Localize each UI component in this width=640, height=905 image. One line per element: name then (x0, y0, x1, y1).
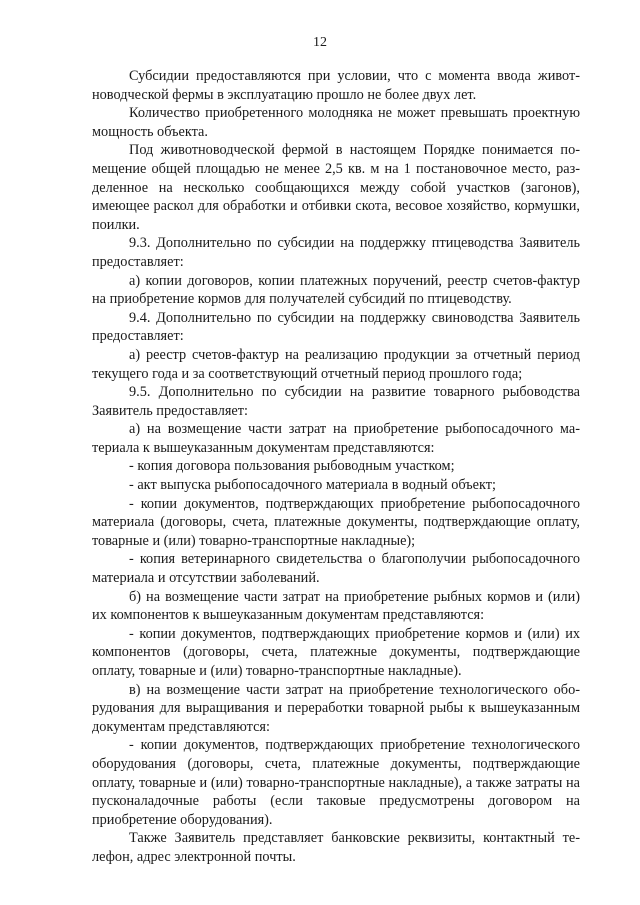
list-item-release-act: - акт выпуска рыбопосадочного материала в водный объект; (129, 477, 496, 494)
paragraph-9-4-a: а) реестр счетов-фактур на реализацию продукции за отчетный период текущего года и за соответствующий отчетный период прошлого года; (92, 346, 580, 382)
page-number: 12 (313, 35, 327, 50)
paragraph-9-5-a: а) на возмещение части затрат на приобретение рыбопосадочного материала к вышеуказанным документам представляются: (92, 421, 580, 456)
paragraph-subsidy-condition: Субсидии предоставляются при условии, что с момента ввода животноводческой фермы в эксплуатацию прошло не более двух лет. (92, 68, 580, 103)
paragraph-9-3-a: а) копии договоров, копии платежных поручений, реестр счетов-фактур на приобретение кормов для получателей субсидий по птицеводству. (92, 272, 580, 308)
list-item-fishery-contract: - копия договора пользования рыбоводным участком; (129, 458, 455, 475)
paragraph-9-5-heading: 9.5. Дополнительно по субсидии на развитие товарного рыбоводства Заявитель предоставляет: (92, 384, 580, 419)
list-item-feed-documents: - копии документов, подтверждающих приобретение кормов и (или) их компонентов (договоры, счета, платежные документы, подтверждающие оплату, товарные и (или) товарно-транспортные накладные). (92, 625, 580, 679)
list-item-purchase-documents: - копии документов, подтверждающих приобретение рыбопосадочного материала (договоры, счета, платежные документы, подтверждающие оплату, товарные и (или) товарно-транспортные накладные); (92, 495, 580, 549)
paragraph-bank-details: Также Заявитель представляет банковские реквизиты, контактный телефон, адрес электронной почты. (92, 830, 580, 865)
paragraph-9-5-b: б) на возмещение части затрат на приобретение рыбных кормов и (или) их компонентов к вышеуказанным документам представляются: (92, 588, 580, 624)
paragraph-9-5-v: в) на возмещение части затрат на приобретение технологического оборудования для выращивания и переработки товарной рыбы к вышеуказанным документам представляются: (92, 681, 580, 735)
paragraph-9-3-heading: 9.3. Дополнительно по субсидии на поддержку птицеводства Заявитель предоставляет: (92, 235, 580, 270)
paragraph-farm-definition: Под животноводческой фермой в настоящем Порядке понимается помещение общей площадью не менее 2,5 кв. м на 1 постановочное место, разделенное на несколько сообщающихся между собой участков (загонов), имеющее раскол для обработки и отбивки скота, весовое хозяйство, кормушки, поилки. (92, 142, 580, 233)
list-item-veterinary-certificate: - копия ветеринарного свидетельства о благополучии рыбопосадочного материала и отсутствии заболеваний. (92, 551, 580, 587)
list-item-equipment-documents: - копии документов, подтверждающих приобретение технологического оборудования (договоры, счета, платежные документы, подтверждающие оплату, товарные и (или) товарно-транспортные накладные), а также затраты на пусконаладочные работы (если таковые предусмотрены договором на приобретение оборудования). (92, 737, 580, 828)
paragraph-young-stock-limit: Количество приобретенного молодняка не может превышать проектную мощность объекта. (92, 105, 580, 140)
document-body (92, 67, 580, 867)
paragraph-9-4-heading: 9.4. Дополнительно по субсидии на поддержку свиноводства Заявитель предоставляет: (92, 309, 580, 345)
